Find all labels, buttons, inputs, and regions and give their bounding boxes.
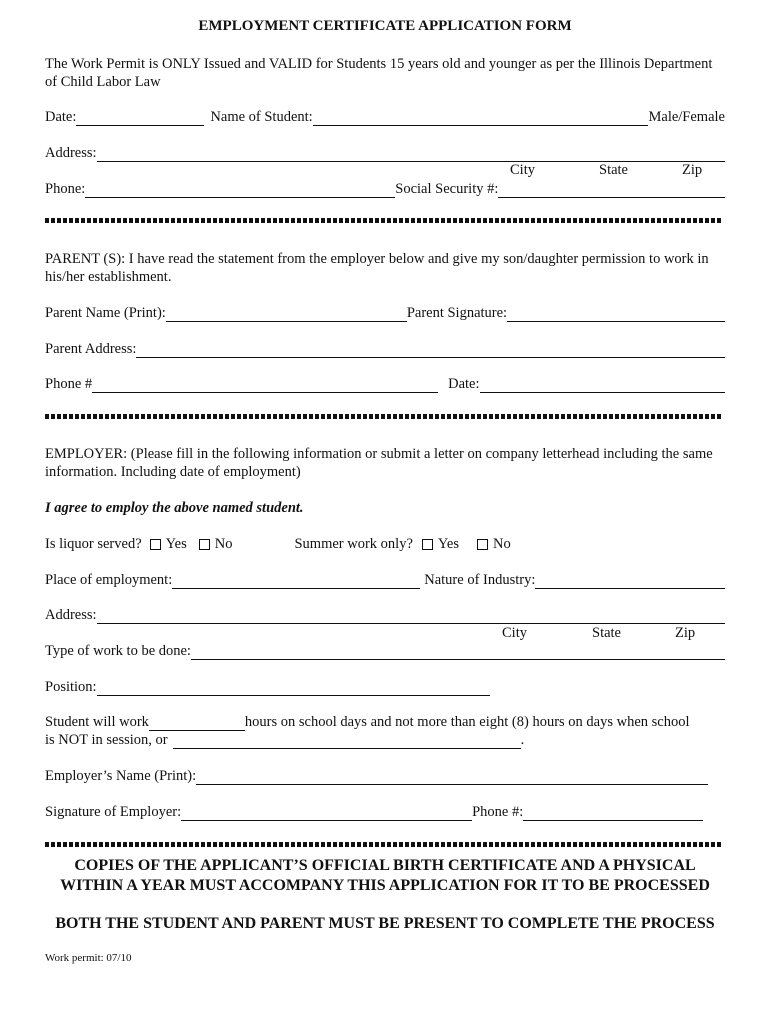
hours-row-2 xyxy=(45,729,725,749)
parent-address-label: Parent Address: xyxy=(45,341,137,357)
parent-signature-field[interactable] xyxy=(507,307,725,322)
employer-zip-label: Zip xyxy=(675,625,696,641)
employer-address-label: Address: xyxy=(45,607,97,623)
position-field[interactable] xyxy=(97,681,490,696)
employer-name-row xyxy=(45,765,725,785)
parent-signature-label: Parent Signature: xyxy=(406,305,508,321)
hours-end: . xyxy=(520,732,525,748)
form-title: EMPLOYMENT CERTIFICATE APPLICATION FORM xyxy=(198,18,572,34)
zip-label: Zip xyxy=(682,162,703,178)
summer-yes-label: Yes xyxy=(437,536,459,552)
hours-text-b: hours on school days and not more than eight (8) hours on days when school xyxy=(244,714,690,730)
parent-date-field[interactable] xyxy=(480,378,725,393)
footer-version: Work permit: 07/10 xyxy=(45,952,132,964)
employment-place-row xyxy=(45,569,725,589)
employer-agree-text: I agree to employ the above named student. xyxy=(45,500,304,516)
employer-signature-field[interactable] xyxy=(181,806,472,821)
summer-no-label: No xyxy=(493,536,511,552)
address-label: Address: xyxy=(45,145,97,161)
student-row-1 xyxy=(45,106,725,126)
student-address-field[interactable] xyxy=(97,147,725,162)
student-name-label: Name of Student: xyxy=(210,109,313,125)
employer-city-label: City xyxy=(502,625,527,641)
parent-phone-field[interactable] xyxy=(92,378,438,393)
parent-statement: PARENT (S): I have read the statement from the employer below and give my son/daughter permission to work in his/her establishment. xyxy=(45,251,709,285)
employer-phone-label: Phone #: xyxy=(472,804,524,820)
phone-label: Phone: xyxy=(45,181,86,197)
hours-text-c: is NOT in session, or xyxy=(45,732,168,748)
hours-row xyxy=(45,711,725,731)
checkbox-icon[interactable] xyxy=(199,539,210,550)
summer-yes-option[interactable] xyxy=(422,536,459,553)
liquor-no-option[interactable] xyxy=(199,536,233,553)
checkbox-icon[interactable] xyxy=(422,539,433,550)
summer-label: Summer work only? xyxy=(294,536,413,552)
section-divider xyxy=(45,842,723,847)
birth-certificate-notice: COPIES OF THE APPLICANT’S OFFICIAL BIRTH CERTIFICATE AND A PHYSICAL WITHIN A YEAR MUST ACCOMPANY THIS APPLICATION FOR IT TO BE PROCESSED xyxy=(60,857,710,894)
parent-name-label: Parent Name (Print): xyxy=(45,305,166,321)
place-label: Place of employment: xyxy=(45,572,173,588)
section-divider xyxy=(45,218,723,223)
employer-address-row xyxy=(45,604,725,624)
presence-notice: BOTH THE STUDENT AND PARENT MUST BE PRESENT TO COMPLETE THE PROCESS xyxy=(55,915,715,932)
parent-address-field[interactable] xyxy=(136,343,725,358)
checkbox-icon[interactable] xyxy=(477,539,488,550)
liquor-row xyxy=(45,533,725,553)
section-divider xyxy=(45,414,723,419)
position-row xyxy=(45,676,725,696)
liquor-no-label: No xyxy=(214,536,233,552)
employer-signature-label: Signature of Employer: xyxy=(45,804,182,820)
employer-statement: EMPLOYER: (Please fill in the following information or submit a letter on company letterhead including the same information. Including date of employment) xyxy=(45,446,713,480)
student-phone-row xyxy=(45,178,725,198)
student-phone-field[interactable] xyxy=(85,183,395,198)
employer-name-label: Employer’s Name (Print): xyxy=(45,768,197,784)
parent-phone-row xyxy=(45,373,725,393)
student-address-row xyxy=(45,142,725,162)
state-label: State xyxy=(599,162,628,178)
hours-alt-field[interactable] xyxy=(173,734,521,749)
liquor-label: Is liquor served? xyxy=(45,536,142,552)
student-date-field[interactable] xyxy=(76,111,204,126)
industry-label: Nature of Industry: xyxy=(424,572,536,588)
work-type-label: Type of work to be done: xyxy=(45,643,191,659)
position-label: Position: xyxy=(45,679,97,695)
parent-phone-label: Phone # xyxy=(45,376,93,392)
checkbox-icon[interactable] xyxy=(150,539,161,550)
city-label: City xyxy=(510,162,535,178)
liquor-yes-option[interactable] xyxy=(150,536,187,553)
form-page xyxy=(45,0,725,1024)
employer-name-field[interactable] xyxy=(196,770,708,785)
employer-signature-row xyxy=(45,801,725,821)
intro-text: The Work Permit is ONLY Issued and VALID for Students 15 years old and younger as per the Illinois Department of Child Labor Law xyxy=(45,56,713,90)
industry-field[interactable] xyxy=(535,574,725,589)
gender-label: Male/Female xyxy=(648,109,725,125)
employer-address-field[interactable] xyxy=(97,609,725,624)
student-name-field[interactable] xyxy=(313,111,649,126)
summer-no-option[interactable] xyxy=(477,536,511,553)
student-ssn-field[interactable] xyxy=(498,183,725,198)
date-label: Date: xyxy=(45,109,77,125)
work-type-row xyxy=(45,640,725,660)
work-type-field[interactable] xyxy=(191,645,725,660)
employer-state-label: State xyxy=(592,625,621,641)
parent-address-row xyxy=(45,338,725,358)
hours-text-a: Student will work xyxy=(45,714,149,730)
liquor-yes-label: Yes xyxy=(165,536,187,552)
employer-phone-field[interactable] xyxy=(523,806,703,821)
ssn-label: Social Security #: xyxy=(395,181,499,197)
place-field[interactable] xyxy=(172,574,420,589)
parent-name-field[interactable] xyxy=(166,307,407,322)
parent-date-label: Date: xyxy=(448,376,480,392)
parent-name-row xyxy=(45,302,725,322)
